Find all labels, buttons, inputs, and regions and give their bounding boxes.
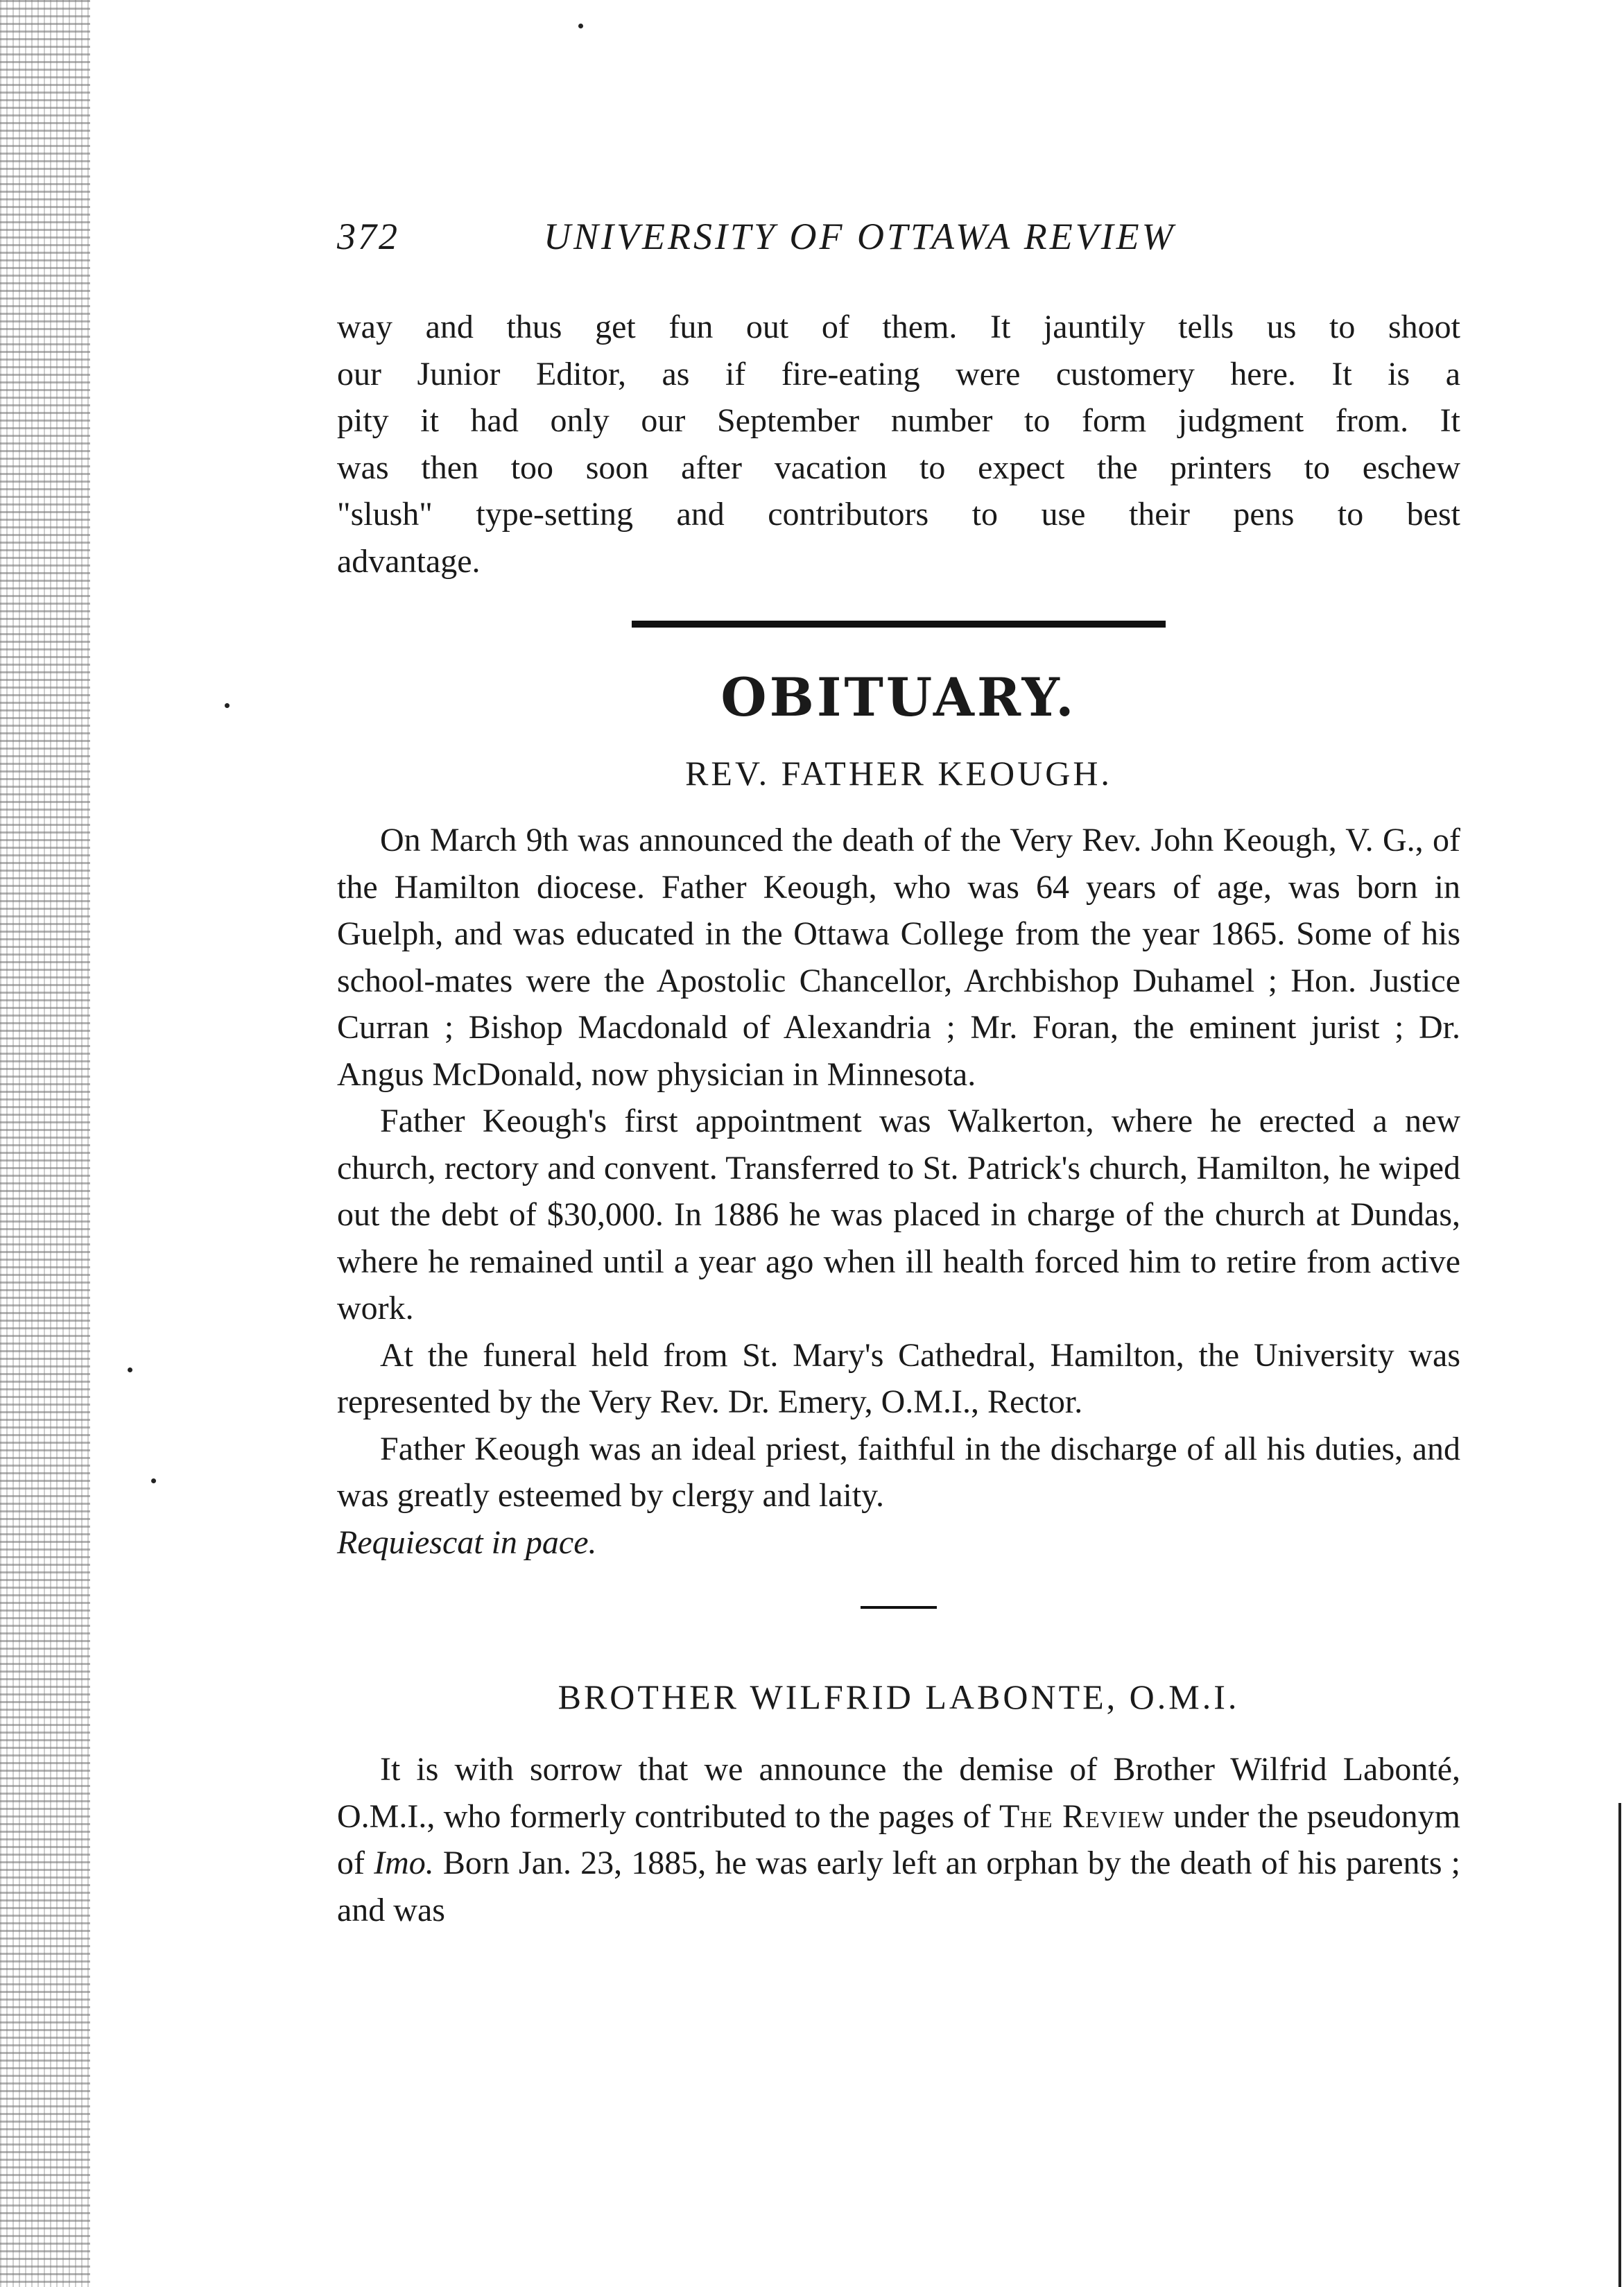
section-divider <box>632 621 1166 628</box>
keough-closing: Requiescat in pace. <box>337 1524 597 1561</box>
page-right-edge <box>1618 1803 1621 2287</box>
intro-line: pity it had only our September number to form judgment from. It <box>337 402 1460 439</box>
running-head <box>337 208 1460 284</box>
pseudonym: Imo. <box>374 1845 434 1881</box>
page-binding-edge <box>0 0 90 2287</box>
document-page <box>337 208 1460 1933</box>
keough-paragraph: Father Keough was an ideal priest, faithful in the discharge of all his duties, and was greatly esteemed by clergy and laity. <box>337 1430 1460 1514</box>
labonte-paragraph <box>337 1746 1460 1933</box>
keough-paragraph: Father Keough's first appointment was Walkerton, where he erected a new church, rectory and convent. Transferred to St. Patrick's church, Hamilton, he wiped out the debt of $30,000. In 1886 he was placed in charge of the church at Dundas, where he remained until a year ago when ill health forced him to retire from active work. <box>337 1103 1460 1327</box>
intro-line: was then too soon after vacation to expect the printers to eschew <box>337 449 1460 486</box>
print-speck <box>578 24 583 28</box>
intro-line: way and thus get fun out of them. It jauntily tells us to shoot <box>337 309 1460 345</box>
keough-paragraph: At the funeral held from St. Mary's Cathedral, Hamilton, the University was represented by the Very Rev. Dr. Emery, O.M.I., Rector. <box>337 1336 1460 1420</box>
print-speck <box>225 703 230 708</box>
review-name: The Review <box>999 1797 1165 1835</box>
obituary-title: OBITUARY. <box>720 666 1077 728</box>
labonte-text: under the pseudonym of <box>337 1797 1460 1881</box>
keough-paragraph: On March 9th was announced the death of the Very Rev. John Keough, V. G., of the Hamilton diocese. Father Keough, who was 64 years of age, was born in Guelph, and was educated in the Ottawa College from the year 1865. Some of his school-mates were the Apostolic Chancellor, Archbishop Duhamel ; Hon. Justice Curran ; Bishop Macdonald of Alexandria ; Mr. Foran, the eminent jurist ; Dr. Angus McDonald, now physician in Minnesota. <box>337 822 1460 1093</box>
labonte-text: It is with sorrow that we announce the demise of Brother Wilfrid Labonté, O.M.I., who formerly contributed to the pages of <box>337 1751 1460 1835</box>
intro-line: "slush" type-setting and contributors to use their pens to best <box>337 496 1460 533</box>
page-number: 372 <box>337 216 399 257</box>
intro-line: advantage. <box>337 542 481 580</box>
entry-heading-keough: REV. FATHER KEOUGH. <box>685 754 1112 793</box>
labonte-text: Born Jan. 23, 1885, he was early left an orphan by the death of his parents ; and was <box>337 1845 1461 1928</box>
journal-title: UNIVERSITY OF OTTAWA REVIEW <box>544 216 1176 257</box>
intro-block <box>337 304 1460 585</box>
print-speck <box>128 1367 132 1372</box>
entry-heading-labonte: BROTHER WILFRID LABONTE, O.M.I. <box>558 1677 1240 1716</box>
entry-divider <box>861 1606 937 1609</box>
print-speck <box>151 1478 156 1483</box>
intro-line: our Junior Editor, as if fire-eating were customery here. It is a <box>337 355 1460 392</box>
